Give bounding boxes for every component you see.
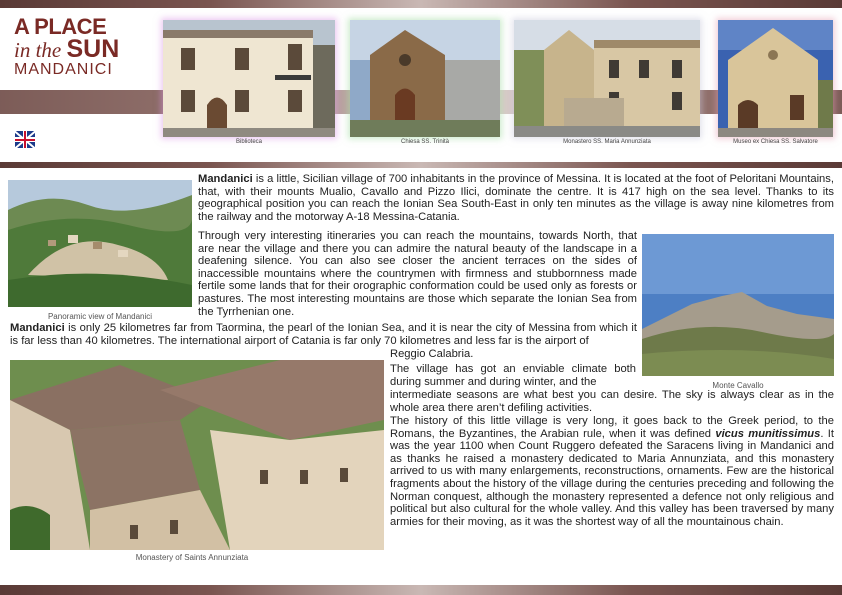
article-paragraph-3b: Reggio Calabria.: [390, 348, 474, 360]
thumbnail-caption-1: Biblioteca: [235, 139, 262, 145]
logo-line-2a: in the: [14, 38, 62, 62]
article-paragraph-1: [198, 173, 834, 223]
logo-line-2: [14, 35, 144, 63]
panoramic-photo[interactable]: [8, 180, 192, 307]
village-name-2: Mandanici: [10, 322, 65, 334]
site-logo[interactable]: [14, 16, 144, 79]
monte-cavallo-photo[interactable]: [642, 234, 834, 376]
top-decor-band: [0, 0, 842, 8]
uk-flag-icon[interactable]: [15, 131, 35, 148]
paragraph-3-text: is only 25 kilometres far from Taormina, the pearl of the Ionian Sea, and it is near the city of Messina from which it is far less than 40 kilometres. The international airport of Catania is far only 70 kilometres and less far is the airport of: [10, 322, 637, 347]
paragraph-5-text-a: The history of this little village is very long, it goes back to the Greek period, to the Romans, the Byzantines, the Arabian rule, when it was defined: [390, 415, 834, 440]
logo-line-3: MANDANICI: [14, 61, 113, 78]
village-name: Mandanici: [198, 173, 253, 185]
vicus-munitissimus: vicus munitissimus: [715, 427, 821, 440]
paragraph-5-text-b: . It was the year 1100 when Count Ruggero defeated the Saracens living in Mandanici and as thanks he raised a monastery dedicated to Maria Annunziata, and this monastery arrived to us with many enlargements, reconstructions, ornaments. Few are the historical fragments about the history of the village during the centuries preceding and following the Norman conquest, although the monastery represented a defence not only religious and political but also cultural for the whole valley. And this valley has been traversed by many armies for their moving, as it was the shortest way of all the mountainous chain.: [390, 427, 834, 528]
thumbnail-biblioteca[interactable]: [163, 20, 335, 137]
bottom-decor-band: [0, 585, 842, 595]
thumbnail-museo[interactable]: [718, 20, 833, 137]
paragraph-1-text: is a little, Sicilian village of 700 inhabitants in the province of Messina. It is located at the foot of Peloritani Mountains, that, with their mounts Mualio, Cavallo and Pizzo Ilici, dominate the centre. It is 417 high on the sea level. Thanks to its geographical position you can reach the Ionian Sea South-East in only ten minutes as the village is away nine kilometres from the railway and the motorway A-18 Messina-Catania.: [198, 173, 834, 223]
article-paragraph-2: Through very interesting itineraries you can reach the mountains, towards North, that are near the village and there you can admire the natural beauty of the landscape in a deafening silence. You can also see closer the ancient terraces on the sides of inaccessible mountains where the countrymen with firmness and stubbornness made fertile some lands that for their orographic conformation could be used only as forests or pastures. The most interesting mountains are those which separate the Ionian Sea from the Tyrrhenian one.: [198, 230, 637, 318]
thumbnail-caption-2: Chiesa SS. Trinità: [400, 139, 450, 145]
monastery-caption: Monastery of Saints Annunziata: [135, 553, 249, 562]
article-paragraph-4a: The village has got an enviable climate both during summer and during winter, and the: [390, 363, 636, 388]
separator-band: [0, 162, 842, 168]
thumbnail-caption-4: Museo ex Chiesa SS. Salvatore: [733, 139, 818, 145]
thumbnail-chiesa-trinita[interactable]: [350, 20, 500, 137]
article-paragraph-5: [390, 415, 834, 528]
logo-line-1: A PLACE: [14, 14, 107, 39]
monastery-photo[interactable]: [10, 360, 384, 550]
thumbnail-caption-3: Monastero SS. Maria Annunziata: [563, 139, 651, 145]
panoramic-caption: Panoramic view of Mandanici: [47, 312, 153, 321]
monte-cavallo-caption: Monte Cavallo: [712, 381, 764, 390]
article-paragraph-4b: intermediate seasons are what best you can desire. The sky is always clear as in the whole area there aren’t defiling activities.: [390, 389, 834, 414]
article-paragraph-3: [10, 322, 637, 347]
thumbnail-monastero[interactable]: [514, 20, 700, 137]
logo-line-2b: SUN: [66, 35, 120, 63]
